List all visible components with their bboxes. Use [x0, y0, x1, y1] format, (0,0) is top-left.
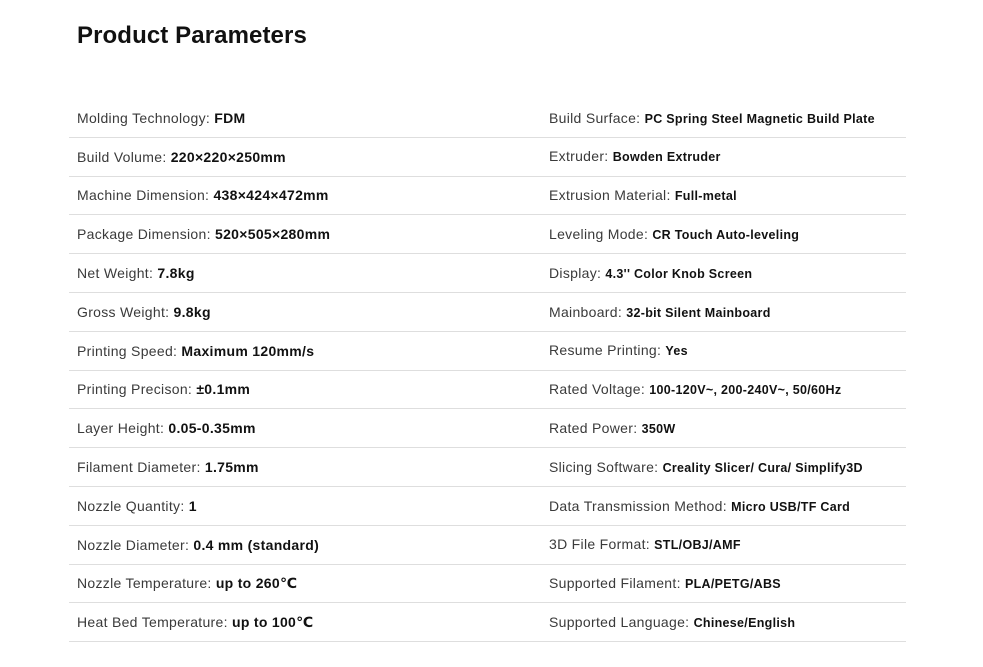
spec-label: Display:	[549, 264, 606, 281]
spec-value: 32-bit Silent Mainboard	[626, 305, 771, 320]
spec-row	[69, 332, 906, 371]
spec-value: Chinese/English	[693, 616, 796, 630]
spec-label: Gross Weight:	[77, 303, 174, 320]
spec-row	[69, 371, 906, 410]
spec-row	[69, 293, 906, 332]
spec-value: CR Touch Auto-leveling	[652, 228, 800, 243]
spec-cell-right	[549, 576, 906, 591]
spec-cell-left	[69, 576, 549, 590]
spec-cell-right	[549, 537, 906, 552]
spec-cell-left	[69, 421, 549, 435]
spec-label: Package Dimension:	[77, 226, 215, 243]
spec-row	[69, 177, 906, 216]
spec-value: 0.4 mm (standard)	[193, 536, 320, 553]
spec-label: Rated Voltage:	[549, 381, 650, 398]
spec-cell-left	[69, 615, 549, 629]
spec-value: PC Spring Steel Magnetic Build Plate	[644, 111, 875, 126]
spec-row	[69, 409, 906, 448]
spec-row	[69, 565, 906, 604]
spec-label: Mainboard:	[549, 303, 627, 320]
spec-row	[69, 448, 906, 487]
spec-value: 438×424×472mm	[213, 187, 329, 204]
spec-label: Nozzle Temperature:	[77, 575, 216, 592]
spec-label: Machine Dimension:	[77, 187, 214, 204]
spec-value: Creality Slicer/ Cura/ Simplify3D	[662, 460, 863, 475]
spec-cell-left	[69, 111, 549, 125]
spec-cell-right	[549, 227, 906, 242]
spec-row	[69, 526, 906, 565]
spec-label: Data Transmission Method:	[549, 497, 732, 514]
spec-value: 9.8kg	[173, 303, 211, 320]
spec-value: 7.8kg	[157, 265, 195, 282]
spec-cell-left	[69, 227, 549, 241]
spec-value: 4.3'' Color Knob Screen	[605, 266, 753, 281]
spec-cell-left	[69, 382, 549, 396]
spec-cell-right	[549, 188, 906, 203]
spec-value: 0.05-0.35mm	[168, 420, 256, 437]
spec-value: STL/OBJ/AMF	[654, 538, 741, 553]
spec-label: Rated Power:	[549, 420, 642, 437]
spec-cell-left	[69, 266, 549, 280]
spec-cell-left	[69, 460, 549, 474]
spec-label: Build Volume:	[77, 148, 171, 165]
spec-value: ±0.1mm	[196, 381, 251, 398]
spec-label: Filament Diameter:	[77, 459, 205, 476]
spec-label: Molding Technology:	[77, 109, 215, 126]
spec-row	[69, 99, 906, 138]
spec-label: Printing Precison:	[77, 381, 197, 398]
spec-cell-right	[549, 149, 906, 164]
spec-label: Leveling Mode:	[549, 226, 653, 243]
spec-label: Extrusion Material:	[549, 187, 675, 204]
spec-value: 100-120V~, 200-240V~, 50/60Hz	[649, 383, 842, 398]
spec-cell-left	[69, 305, 549, 319]
spec-cell-left	[69, 538, 549, 552]
spec-cell-left	[69, 499, 549, 513]
spec-cell-right	[549, 382, 906, 397]
spec-row	[69, 487, 906, 526]
spec-row	[69, 254, 906, 293]
spec-value: Full-metal	[674, 189, 737, 204]
spec-value: Micro USB/TF Card	[731, 499, 851, 514]
spec-cell-right	[549, 615, 906, 630]
spec-value: Maximum 120mm/s	[181, 342, 315, 359]
spec-value: Yes	[665, 344, 688, 359]
spec-value: PLA/PETG/ABS	[684, 577, 781, 592]
spec-cell-left	[69, 344, 549, 358]
spec-table	[69, 99, 906, 642]
spec-label: Printing Speed:	[77, 342, 182, 359]
spec-label: 3D File Format:	[549, 536, 655, 553]
spec-cell-left	[69, 150, 549, 164]
spec-label: Extruder:	[549, 148, 613, 165]
spec-value: 220×220×250mm	[170, 148, 286, 165]
spec-row	[69, 603, 906, 642]
spec-value: up to 260℃	[215, 575, 298, 592]
spec-label: Slicing Software:	[549, 458, 663, 475]
spec-value: 1	[188, 497, 197, 514]
spec-cell-right	[549, 266, 906, 281]
spec-cell-left	[69, 188, 549, 202]
spec-value: 520×505×280mm	[215, 226, 331, 243]
spec-cell-right	[549, 460, 906, 475]
spec-cell-right	[549, 343, 906, 358]
spec-value: up to 100℃	[231, 614, 314, 631]
spec-label: Resume Printing:	[549, 342, 666, 359]
spec-value: 350W	[641, 422, 676, 437]
spec-label: Build Surface:	[549, 109, 645, 126]
spec-cell-right	[549, 111, 906, 126]
spec-value: FDM	[214, 109, 246, 126]
spec-label: Layer Height:	[77, 420, 169, 437]
spec-row	[69, 215, 906, 254]
spec-label: Nozzle Quantity:	[77, 497, 189, 514]
spec-cell-right	[549, 305, 906, 320]
page-title: Product Parameters	[77, 22, 307, 49]
spec-label: Supported Filament:	[549, 575, 685, 592]
spec-label: Net Weight:	[77, 265, 158, 282]
spec-label: Nozzle Diameter:	[77, 536, 194, 553]
spec-value: Bowden Extruder	[612, 150, 721, 165]
spec-label: Heat Bed Temperature:	[77, 614, 232, 631]
spec-cell-right	[549, 499, 906, 514]
spec-cell-right	[549, 421, 906, 436]
spec-label: Supported Language:	[549, 614, 694, 630]
spec-row	[69, 138, 906, 177]
spec-value: 1.75mm	[204, 459, 259, 476]
